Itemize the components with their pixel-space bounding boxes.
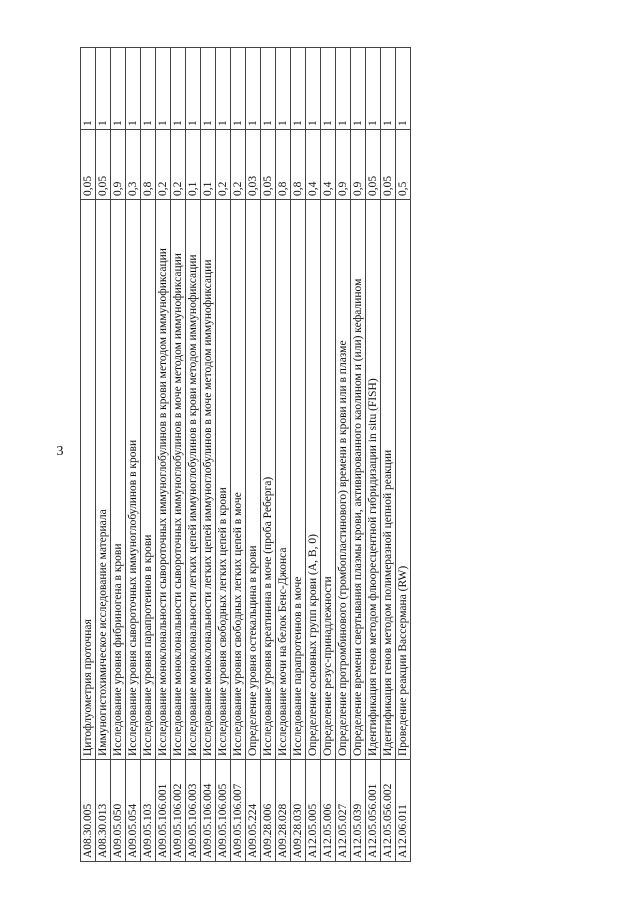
coefficient-cell: 0,05 — [81, 130, 96, 200]
service-name-cell: Идентификация генов методом полимеразной цепной реакции — [381, 200, 396, 760]
service-name-cell: Определение основных групп крови (A, B, 0) — [306, 200, 321, 760]
service-code-cell: A09.28.006 — [261, 760, 276, 862]
service-code-cell: A09.28.028 — [276, 760, 291, 862]
coefficient-cell: 0,8 — [276, 130, 291, 200]
multiplicity-cell: 1 — [261, 48, 276, 130]
multiplicity-cell: 1 — [141, 48, 156, 130]
table-row — [366, 48, 381, 862]
table-row — [216, 48, 231, 862]
service-name-cell: Исследование уровня креатинина в моче (проба Реберга) — [261, 200, 276, 760]
table-row — [276, 48, 291, 862]
table-row — [261, 48, 276, 862]
multiplicity-cell: 1 — [126, 48, 141, 130]
services-table — [80, 47, 411, 862]
service-name-cell: Определение протромбинового (тромбопластинового) времени в крови или в плазме — [336, 200, 351, 760]
table-row — [81, 48, 96, 862]
multiplicity-cell: 1 — [111, 48, 126, 130]
multiplicity-cell: 1 — [321, 48, 336, 130]
multiplicity-cell: 1 — [366, 48, 381, 130]
service-code-cell: A09.05.106.002 — [171, 760, 186, 862]
service-name-cell: Проведение реакции Вассермана (RW) — [396, 200, 411, 760]
table-row — [351, 48, 366, 862]
service-name-cell: Определение уровня остекальцина в крови — [246, 200, 261, 760]
service-code-cell: A08.30.005 — [81, 760, 96, 862]
coefficient-cell: 0,05 — [261, 130, 276, 200]
multiplicity-cell: 1 — [231, 48, 246, 130]
table-row — [396, 48, 411, 862]
service-code-cell: A09.05.106.003 — [186, 760, 201, 862]
table-row — [186, 48, 201, 862]
service-code-cell: A12.05.056.001 — [366, 760, 381, 862]
coefficient-cell: 0,1 — [201, 130, 216, 200]
multiplicity-cell: 1 — [381, 48, 396, 130]
coefficient-cell: 0,8 — [141, 130, 156, 200]
service-name-cell: Определение резус-принадлежности — [321, 200, 336, 760]
coefficient-cell: 0,05 — [381, 130, 396, 200]
coefficient-cell: 0,9 — [351, 130, 366, 200]
service-name-cell: Исследование уровня сывороточных иммуноглобулинов в крови — [126, 200, 141, 760]
service-name-cell: Исследование уровня свободных легких цепей в крови — [216, 200, 231, 760]
table-row — [246, 48, 261, 862]
multiplicity-cell: 1 — [336, 48, 351, 130]
coefficient-cell: 0,05 — [366, 130, 381, 200]
service-code-cell: A12.05.039 — [351, 760, 366, 862]
rotated-table-wrapper — [80, 48, 411, 862]
coefficient-cell: 0,4 — [306, 130, 321, 200]
service-name-cell: Исследование мочи на белок Бенс-Джонса — [276, 200, 291, 760]
table-row — [201, 48, 216, 862]
multiplicity-cell: 1 — [396, 48, 411, 130]
service-code-cell: A08.30.013 — [96, 760, 111, 862]
coefficient-cell: 0,9 — [336, 130, 351, 200]
table-row — [156, 48, 171, 862]
service-name-cell: Иммуногистохимическое исследование материала — [96, 200, 111, 760]
service-code-cell: A12.05.056.002 — [381, 760, 396, 862]
coefficient-cell: 0,03 — [246, 130, 261, 200]
multiplicity-cell: 1 — [156, 48, 171, 130]
multiplicity-cell: 1 — [276, 48, 291, 130]
service-code-cell: A09.05.224 — [246, 760, 261, 862]
coefficient-cell: 0,5 — [396, 130, 411, 200]
service-code-cell: A09.28.030 — [291, 760, 306, 862]
service-code-cell: A09.05.106.001 — [156, 760, 171, 862]
page-number: 3 — [56, 444, 64, 459]
table-row — [291, 48, 306, 862]
service-code-cell: A09.05.106.004 — [201, 760, 216, 862]
table-row — [126, 48, 141, 862]
coefficient-cell: 0,2 — [171, 130, 186, 200]
multiplicity-cell: 1 — [291, 48, 306, 130]
service-name-cell: Исследование уровня парапротеинов в крови — [141, 200, 156, 760]
service-name-cell: Определение времени свертывания плазмы крови, активированного каолином и (или) кефалином — [351, 200, 366, 760]
table-row — [321, 48, 336, 862]
service-code-cell: A12.05.005 — [306, 760, 321, 862]
table-row — [306, 48, 321, 862]
coefficient-cell: 0,4 — [321, 130, 336, 200]
multiplicity-cell: 1 — [216, 48, 231, 130]
table-row — [231, 48, 246, 862]
service-name-cell: Исследование уровня фибриногена в крови — [111, 200, 126, 760]
service-code-cell: A12.05.006 — [321, 760, 336, 862]
service-name-cell: Исследование моноклональности сывороточных иммуноглобулинов в крови методом иммунофиксации — [156, 200, 171, 760]
coefficient-cell: 0,05 — [96, 130, 111, 200]
service-name-cell: Исследование моноклональности сывороточных иммуноглобулинов в моче методом иммунофиксации — [171, 200, 186, 760]
coefficient-cell: 0,3 — [126, 130, 141, 200]
coefficient-cell: 0,2 — [216, 130, 231, 200]
table-row — [111, 48, 126, 862]
service-code-cell: A12.06.011 — [396, 760, 411, 862]
coefficient-cell: 0,1 — [186, 130, 201, 200]
coefficient-cell: 0,2 — [231, 130, 246, 200]
coefficient-cell: 0,2 — [156, 130, 171, 200]
service-code-cell: A09.05.106.007 — [231, 760, 246, 862]
service-code-cell: A09.05.103 — [141, 760, 156, 862]
multiplicity-cell: 1 — [186, 48, 201, 130]
service-name-cell: Исследование моноклональности легких цепей иммуноглобулинов в моче методом иммунофиксации — [201, 200, 216, 760]
service-code-cell: A09.05.106.005 — [216, 760, 231, 862]
multiplicity-cell: 1 — [81, 48, 96, 130]
table-row — [96, 48, 111, 862]
multiplicity-cell: 1 — [351, 48, 366, 130]
table-row — [171, 48, 186, 862]
coefficient-cell: 0,8 — [291, 130, 306, 200]
services-table-body — [81, 48, 411, 862]
service-code-cell: A12.05.027 — [336, 760, 351, 862]
service-code-cell: A09.05.050 — [111, 760, 126, 862]
multiplicity-cell: 1 — [171, 48, 186, 130]
service-name-cell: Исследование парапротеинов в моче — [291, 200, 306, 760]
multiplicity-cell: 1 — [96, 48, 111, 130]
table-row — [336, 48, 351, 862]
service-name-cell: Идентификация генов методом флюоресцентной гибридизации in situ (FISH) — [366, 200, 381, 760]
table-row — [141, 48, 156, 862]
multiplicity-cell: 1 — [201, 48, 216, 130]
service-name-cell: Исследование уровня свободных легких цепей в моче — [231, 200, 246, 760]
service-name-cell: Цитофлуометрия проточная — [81, 200, 96, 760]
service-code-cell: A09.05.054 — [126, 760, 141, 862]
coefficient-cell: 0,9 — [111, 130, 126, 200]
table-row — [381, 48, 396, 862]
multiplicity-cell: 1 — [306, 48, 321, 130]
multiplicity-cell: 1 — [246, 48, 261, 130]
service-name-cell: Исследование моноклональности легких цепей иммуноглобулинов в крови методом иммунофиксации — [186, 200, 201, 760]
